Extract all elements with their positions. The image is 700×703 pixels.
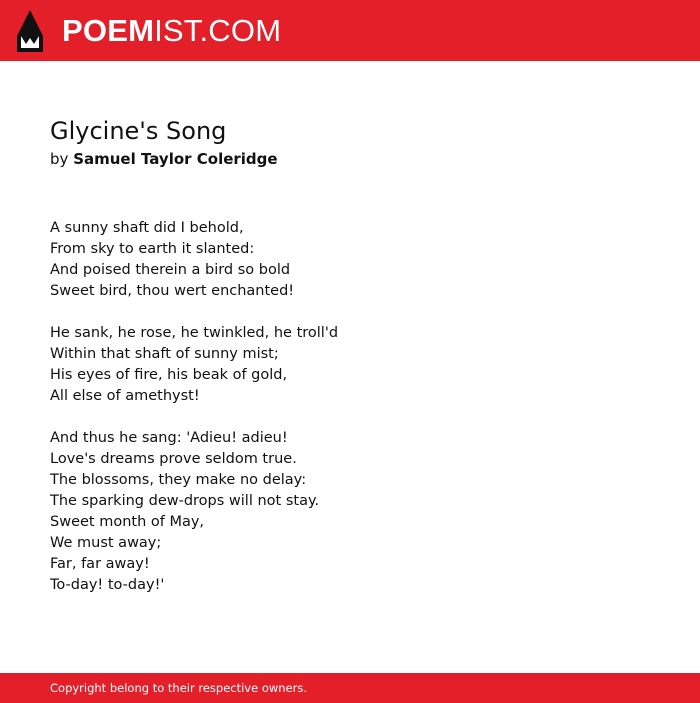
poem-title: Glycine's Song xyxy=(50,117,227,145)
poem-line: The sparking dew-drops will not stay. xyxy=(50,493,320,509)
poem-line: A sunny shaft did I behold, xyxy=(50,220,244,236)
poem-line: Sweet month of May, xyxy=(50,514,205,530)
site-footer xyxy=(0,673,700,703)
poem-line: Within that shaft of sunny mist; xyxy=(50,346,279,362)
stanza-1 xyxy=(50,218,650,302)
byline xyxy=(50,148,650,170)
poem-line: He sank, he rose, he twinkled, he troll'd xyxy=(50,325,339,341)
poem-line: Far, far away! xyxy=(50,556,150,572)
site-header xyxy=(0,0,700,61)
poem-line: All else of amethyst! xyxy=(50,388,200,404)
brand-light: IST.COM xyxy=(154,13,282,48)
poem-line: Sweet bird, thou wert enchanted! xyxy=(50,283,295,299)
author-name: Samuel Taylor Coleridge xyxy=(73,150,278,168)
poem-line: To-day! to-day!' xyxy=(50,577,165,593)
brand-bold: POEM xyxy=(62,13,155,48)
site-logo[interactable] xyxy=(62,12,281,50)
poem-body xyxy=(50,218,650,596)
poem-line: And poised therein a bird so bold xyxy=(50,262,291,278)
stanza-2 xyxy=(50,323,650,407)
poem-line: Love's dreams prove seldom true. xyxy=(50,451,297,467)
copyright-notice: Copyright belong to their respective owners. xyxy=(50,681,308,695)
byline-prefix: by xyxy=(50,150,69,168)
poem-line: The blossoms, they make no delay: xyxy=(50,472,307,488)
poem-line: And thus he sang: 'Adieu! adieu! xyxy=(50,430,288,446)
poem-line: We must away; xyxy=(50,535,162,551)
poem-line: His eyes of fire, his beak of gold, xyxy=(50,367,288,383)
stanza-3 xyxy=(50,428,650,596)
poem-line: From sky to earth it slanted: xyxy=(50,241,255,257)
poem-content xyxy=(50,114,650,617)
pencil-icon[interactable] xyxy=(17,10,43,52)
